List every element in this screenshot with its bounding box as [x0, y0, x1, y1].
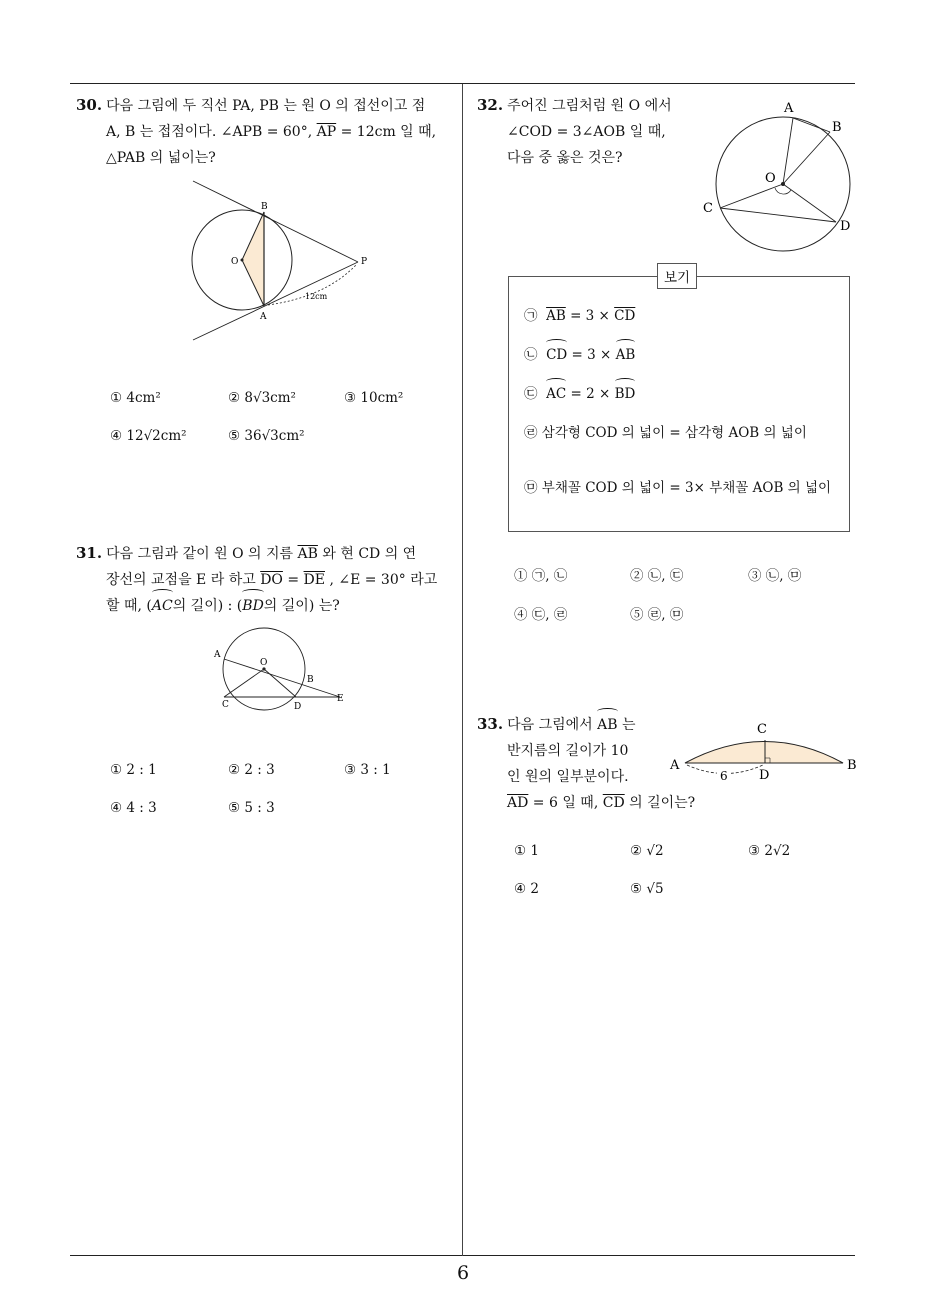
segment-cd: $\overline{CD}$: [614, 308, 636, 324]
segment-do: $\overline{DO}$: [260, 572, 283, 588]
label-A: A: [214, 650, 221, 660]
choice-33-4[interactable]: ④ 2: [514, 881, 539, 897]
label-C: C: [703, 201, 713, 216]
label-O: O: [765, 171, 776, 186]
question-text: , ∠E = 30° 라고: [329, 572, 438, 588]
label-six: 6: [720, 769, 728, 783]
segment-ap: $\overline{AP}$: [316, 124, 337, 140]
choice-30-4[interactable]: ④ 12√2cm²: [110, 428, 187, 444]
label-A: A: [784, 101, 794, 116]
question-text: 다음 그림과 같이 원 O 의 지름: [106, 546, 294, 562]
bogi-mark: ㉡: [524, 347, 538, 363]
question-number: 30.: [76, 96, 103, 114]
question-text: 할 때, (: [106, 598, 152, 614]
choice-31-1[interactable]: ① 2 : 1: [110, 762, 157, 778]
operator: = 3 ×: [570, 308, 610, 324]
choice-30-5[interactable]: ⑤ 36√3cm²: [228, 428, 305, 444]
choice-32-4[interactable]: ④ ㉢, ㉣: [514, 607, 568, 623]
bogi-item-1: [524, 304, 834, 329]
label-D: D: [294, 702, 302, 712]
question-number: 32.: [477, 96, 504, 114]
choice-33-5[interactable]: ⑤ √5: [630, 881, 664, 897]
question-text: = 6 일 때,: [532, 795, 599, 811]
question-text: 인 원의 일부분이다.: [507, 769, 629, 785]
segment-ab: $\overline{AB}$: [297, 546, 318, 562]
arc-ab: AB: [597, 712, 617, 738]
label-A: A: [260, 312, 267, 322]
question-text: 는: [622, 717, 636, 733]
question-32: [477, 92, 717, 171]
bogi-item-4: ㉣ 삼각형 COD 의 넓이 = 삼각형 AOB 의 넓이: [524, 425, 807, 441]
segment-ab: $\overline{AB}$: [546, 308, 566, 324]
question-text: 장선의 교점을 E 라 하고: [106, 572, 256, 588]
choice-31-2[interactable]: ② 2 : 3: [228, 762, 275, 778]
arc-ac: AC: [152, 593, 173, 619]
question-31: [76, 540, 458, 619]
question-33: [477, 711, 696, 816]
segment-ad: $\overline{AD}$: [507, 795, 529, 811]
label-E: E: [337, 694, 344, 704]
label-B: B: [832, 120, 842, 135]
label-B: B: [307, 675, 314, 685]
choice-32-1[interactable]: ① ㉠, ㉡: [514, 568, 568, 584]
question-number: 33.: [477, 715, 504, 733]
question-text: 반지름의 길이가 10: [507, 743, 629, 759]
column-divider: [462, 84, 463, 1256]
bogi-item-3: [524, 382, 834, 407]
bogi-title: 보기: [657, 263, 697, 289]
label-D: D: [759, 768, 770, 783]
label-O: O: [231, 257, 239, 267]
segment-cd: $\overline{CD}$: [602, 795, 625, 811]
label-P: P: [361, 257, 368, 267]
question-text: 의 길이) 는?: [263, 598, 340, 614]
figure-31: [210, 625, 350, 715]
choice-32-2[interactable]: ② ㉡, ㉢: [630, 568, 684, 584]
question-text: 의 길이는?: [629, 795, 696, 811]
question-text: 다음 중 옳은 것은?: [507, 150, 623, 166]
choice-30-3[interactable]: ③ 10cm²: [344, 390, 404, 406]
arc-bd: BD: [615, 382, 636, 407]
choice-33-3[interactable]: ③ 2√2: [748, 843, 791, 859]
choice-32-5[interactable]: ⑤ ㉣, ㉤: [630, 607, 684, 623]
choice-30-1[interactable]: ① 4cm²: [110, 390, 161, 406]
question-text: = 12cm 일 때,: [340, 124, 437, 140]
question-text: ∠COD = 3∠AOB 일 때,: [507, 124, 666, 140]
choice-31-4[interactable]: ④ 4 : 3: [110, 800, 157, 816]
bogi-item-2: [524, 343, 834, 368]
figure-33: [665, 718, 865, 788]
label-C: C: [222, 700, 229, 710]
bogi-mark: ㉢: [524, 386, 538, 402]
arc-ab: AB: [616, 343, 636, 368]
choice-31-5[interactable]: ⑤ 5 : 3: [228, 800, 275, 816]
label-C: C: [757, 722, 767, 737]
figure-30: [185, 175, 385, 350]
question-text: 다음 그림에 두 직선 PA, PB 는 원 O 의 접선이고 점: [106, 98, 426, 114]
label-A: A: [670, 758, 680, 773]
operator: = 2 ×: [570, 386, 611, 402]
label-D: D: [840, 219, 851, 234]
equals-sign: =: [287, 572, 300, 588]
question-text: 와 현 CD 의 연: [322, 546, 417, 562]
choice-32-3[interactable]: ③ ㉡, ㉤: [748, 568, 802, 584]
segment-de: $\overline{DE}$: [303, 572, 325, 588]
label-B: B: [261, 202, 268, 212]
label-length: 12cm: [305, 292, 328, 301]
choice-33-2[interactable]: ② √2: [630, 843, 664, 859]
bogi-mark: ㉠: [524, 308, 538, 324]
operator: = 3 ×: [571, 347, 612, 363]
arc-cd: CD: [546, 343, 567, 368]
question-text: 의 길이) : (: [172, 598, 243, 614]
choice-33-1[interactable]: ① 1: [514, 843, 539, 859]
question-text: △PAB 의 넓이는?: [106, 150, 216, 166]
label-O: O: [260, 658, 268, 668]
question-text: 다음 그림에서: [507, 717, 593, 733]
figure-32: [700, 96, 860, 256]
bogi-item-5: ㉤ 부채꼴 COD 의 넓이 = 3× 부채꼴 AOB 의 넓이: [524, 480, 832, 496]
question-text: A, B 는 접점이다. ∠APB = 60°,: [106, 124, 313, 140]
label-B: B: [847, 758, 857, 773]
arc-ac: AC: [546, 382, 566, 407]
page-number: 6: [456, 1262, 470, 1284]
choice-31-3[interactable]: ③ 3 : 1: [344, 762, 391, 778]
question-number: 31.: [76, 544, 103, 562]
choice-30-2[interactable]: ② 8√3cm²: [228, 390, 296, 406]
arc-bd: BD: [242, 593, 264, 619]
question-30: [76, 92, 458, 171]
question-text: 주어진 그림처럼 원 O 에서: [507, 98, 672, 114]
